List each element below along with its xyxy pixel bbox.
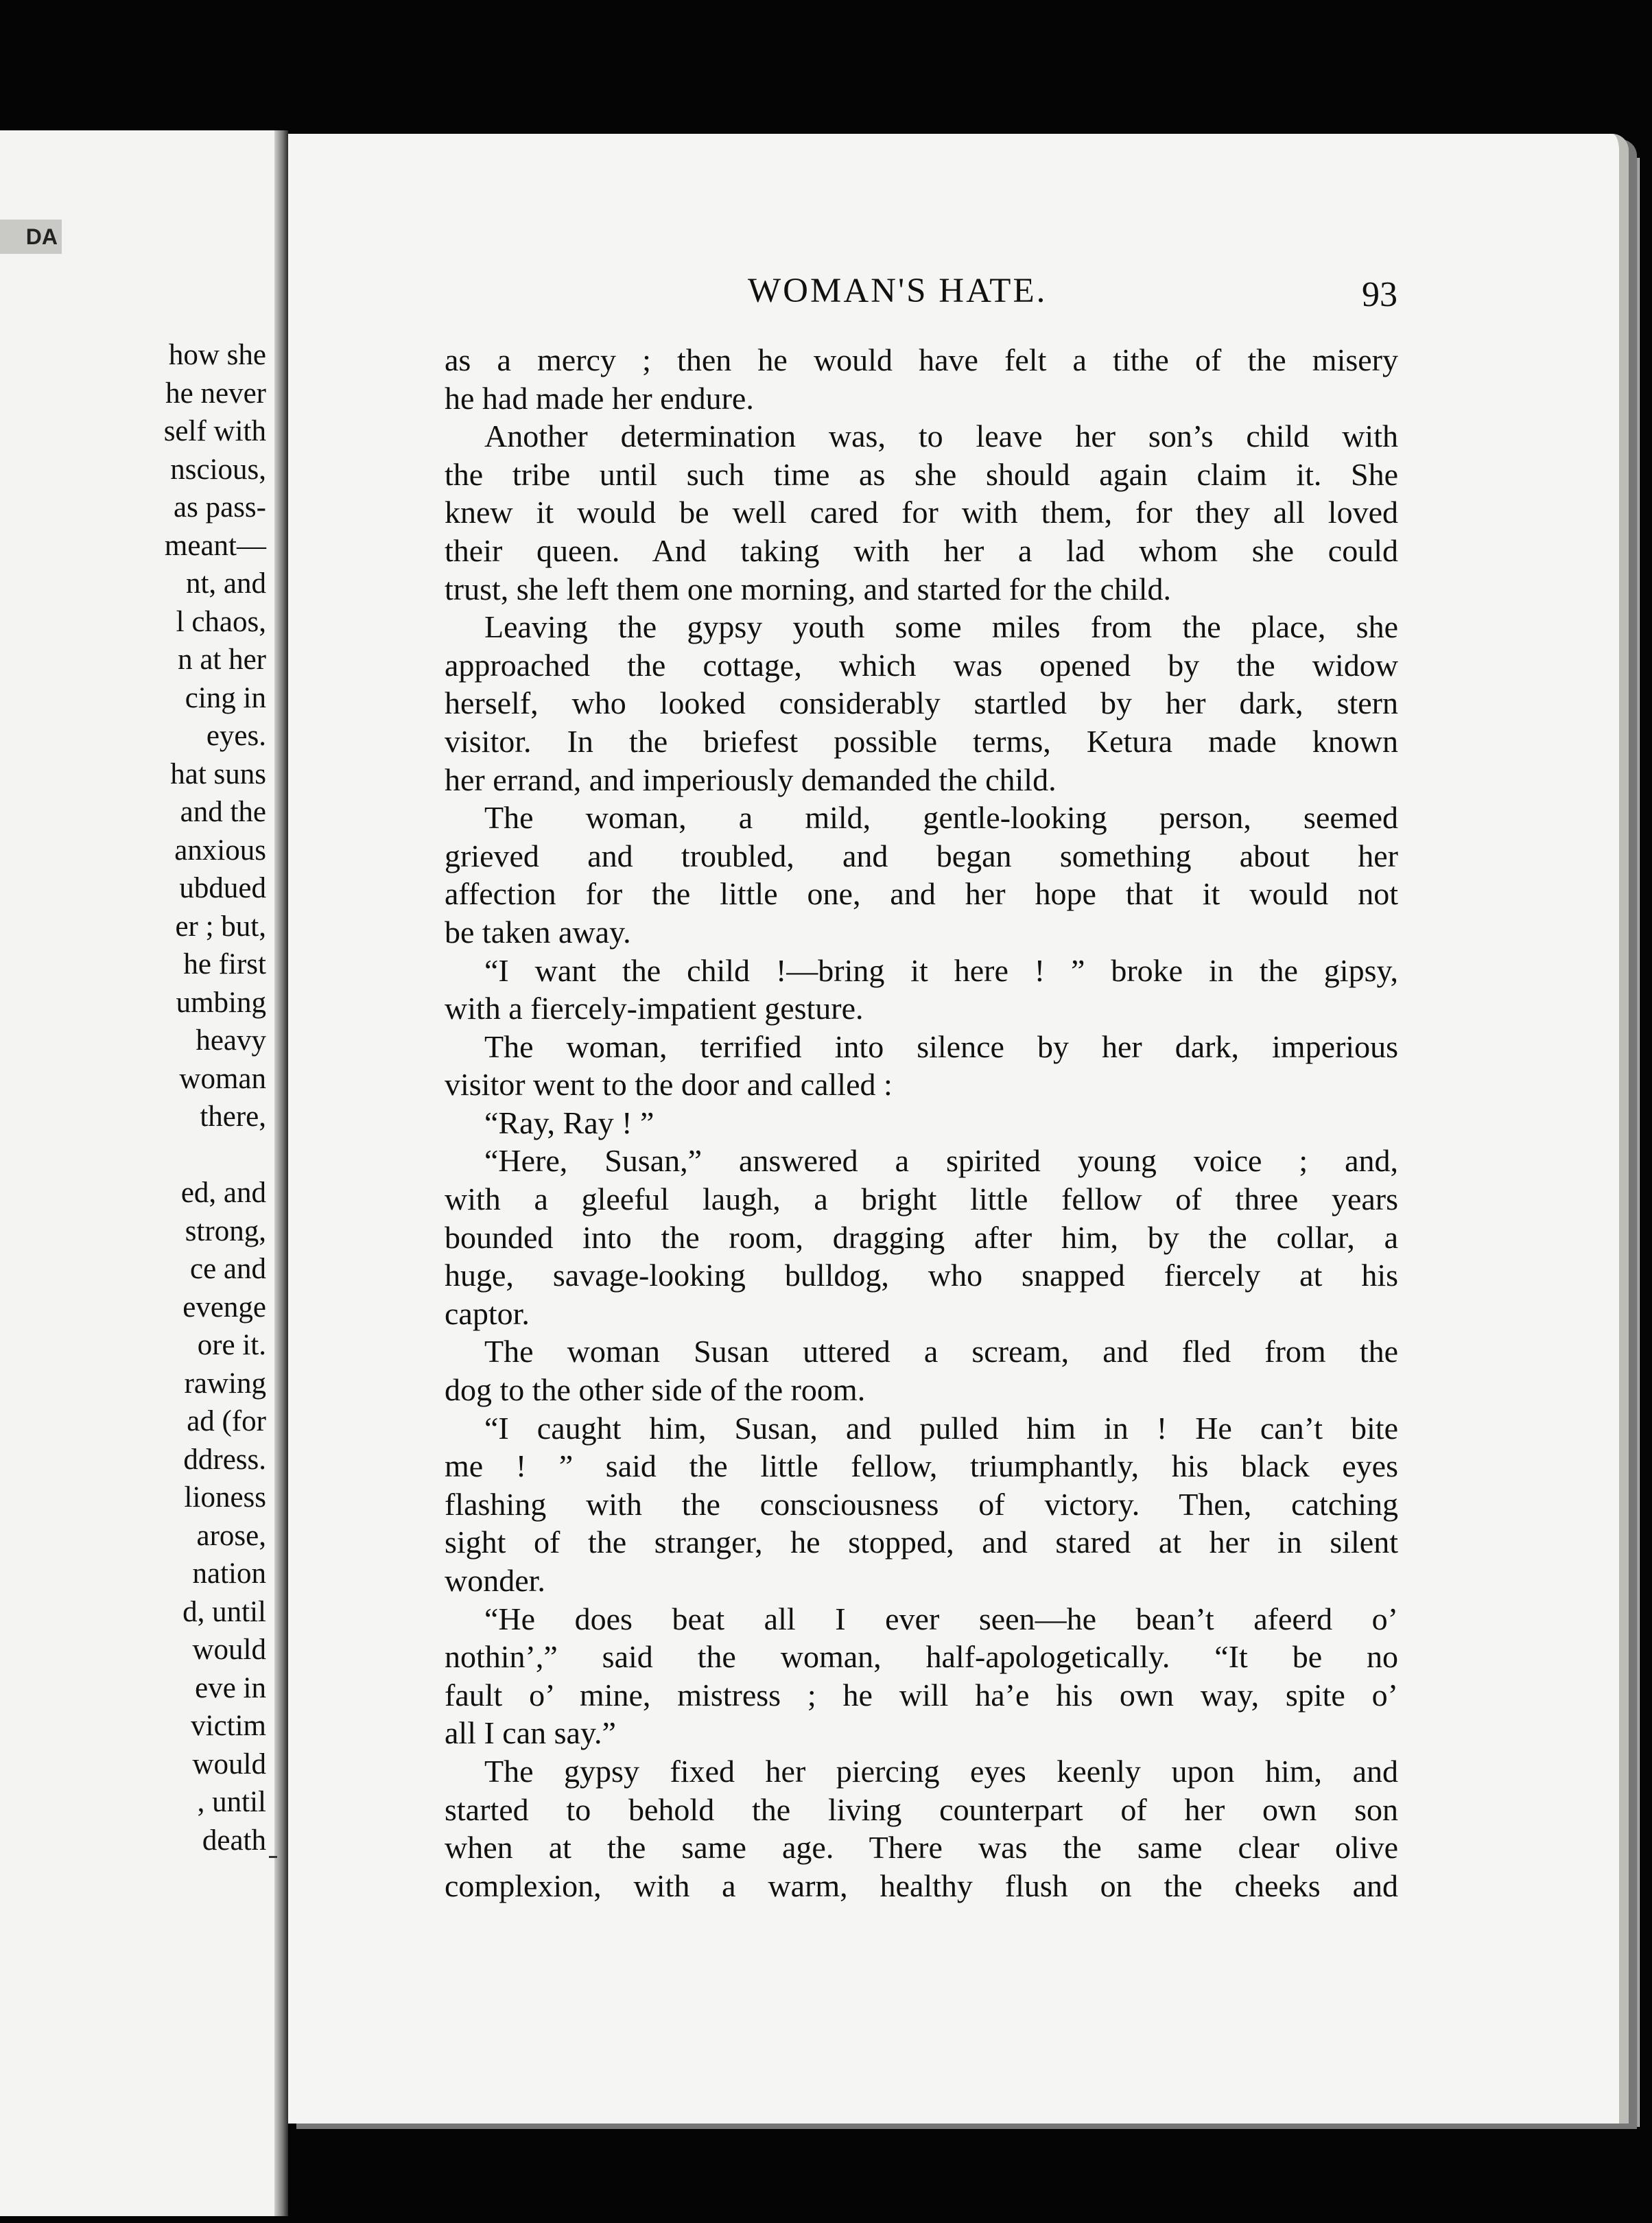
body-text bbox=[445, 341, 1398, 1905]
text-line: be taken away. bbox=[445, 914, 631, 950]
book-spine bbox=[274, 130, 288, 2216]
left-page-line: would bbox=[192, 1748, 266, 1780]
running-head: WOMAN'S HATE. bbox=[748, 272, 1048, 310]
text-line: captor. bbox=[445, 1295, 530, 1331]
text-line: with a gleeful laugh, a bright little fellow of three years bbox=[445, 1181, 1398, 1217]
text-line: nothin’,” said the woman, half-apologetically. “It be no bbox=[445, 1639, 1398, 1675]
left-page-line: hat suns bbox=[170, 757, 266, 790]
text-line: Another determination was, to leave her son’s child with bbox=[484, 419, 1398, 454]
text-line: he had made her endure. bbox=[445, 380, 754, 416]
left-page-line: , until bbox=[197, 1786, 266, 1818]
text-line: “I caught him, Susan, and pulled him in ! He can’t bite bbox=[484, 1410, 1398, 1446]
left-page-line: heavy bbox=[196, 1024, 266, 1057]
margin-mark bbox=[269, 1856, 277, 1858]
text-line: huge, savage-looking bulldog, who snapped fiercely at his bbox=[445, 1258, 1398, 1293]
text-line: their queen. And taking with her a lad whom she could bbox=[445, 532, 1398, 568]
text-line: started to behold the living counterpart of her own son bbox=[445, 1791, 1398, 1827]
left-page-line: nt, and bbox=[185, 567, 266, 600]
text-line: with a fiercely-impatient gesture. bbox=[445, 991, 864, 1026]
left-page-line bbox=[0, 1136, 266, 1175]
left-page-line: ddress. bbox=[183, 1443, 266, 1476]
left-page-line: ore it. bbox=[197, 1329, 266, 1361]
left-page-line: ad (for bbox=[187, 1405, 266, 1437]
left-page-text bbox=[0, 336, 266, 1859]
text-line: herself, who looked considerably startled by her dark, stern bbox=[445, 685, 1398, 721]
left-page bbox=[0, 130, 274, 2216]
left-page-line: arose, bbox=[196, 1519, 266, 1552]
text-line: flashing with the consciousness of victory. Then, catching bbox=[445, 1486, 1398, 1522]
text-line: complexion, with a warm, healthy flush on the cheeks and bbox=[445, 1868, 1398, 1903]
left-page-line: meant— bbox=[164, 529, 266, 562]
text-line: dog to the other side of the room. bbox=[445, 1372, 866, 1408]
text-line: visitor. In the briefest possible terms, Ketura made known bbox=[445, 723, 1398, 759]
text-line: approached the cottage, which was opened by the widow bbox=[445, 647, 1398, 683]
text-line: as a mercy ; then he would have felt a tithe of the misery bbox=[445, 342, 1398, 377]
text-line: “Ray, Ray ! ” bbox=[484, 1105, 654, 1140]
left-page-line: he first bbox=[183, 948, 266, 980]
text-line: “Here, Susan,” answered a spirited young voice ; and, bbox=[484, 1143, 1398, 1179]
left-page-line: nation bbox=[192, 1557, 266, 1590]
text-line: her errand, and imperiously demanded the child. bbox=[445, 762, 1057, 797]
left-page-line: he never bbox=[165, 377, 266, 410]
left-page-line: evenge bbox=[182, 1291, 266, 1324]
left-page-line: death bbox=[202, 1824, 266, 1857]
left-page-line: er ; but, bbox=[175, 910, 266, 943]
text-line: bounded into the room, dragging after him, by the collar, a bbox=[445, 1219, 1398, 1255]
left-page-line: ubdued bbox=[179, 872, 266, 904]
left-page-line: cing in bbox=[185, 681, 266, 714]
left-page-line: strong, bbox=[185, 1214, 266, 1247]
left-page-line: l chaos, bbox=[176, 605, 266, 638]
left-page-line: there, bbox=[200, 1101, 266, 1133]
left-page-line: n at her bbox=[178, 644, 266, 676]
text-line: grieved and troubled, and began something about her bbox=[445, 838, 1398, 873]
text-line: all I can say.” bbox=[445, 1715, 616, 1751]
text-line: me ! ” said the little fellow, triumphantly, his black eyes bbox=[445, 1448, 1398, 1484]
text-line: “He does beat all I ever seen—he bean’t afeerd o’ bbox=[484, 1601, 1398, 1636]
left-page-line: would bbox=[192, 1634, 266, 1666]
left-page-line: rawing bbox=[184, 1367, 266, 1400]
left-page-line: d, until bbox=[182, 1595, 266, 1628]
left-page-line: lioness bbox=[184, 1481, 266, 1514]
text-line: sight of the stranger, he stopped, and stared at her in silent bbox=[445, 1525, 1398, 1560]
left-page-tab: DA bbox=[0, 220, 62, 254]
left-page-line: as pass- bbox=[174, 491, 266, 524]
left-page-line: ce and bbox=[189, 1253, 266, 1285]
left-page-line: eyes. bbox=[206, 720, 266, 752]
text-line: “I want the child !—bring it here ! ” broke in the gipsy, bbox=[484, 952, 1398, 988]
left-page-line: anxious bbox=[174, 834, 266, 867]
text-line: visitor went to the door and called : bbox=[445, 1067, 893, 1103]
left-page-line: eve in bbox=[195, 1671, 266, 1704]
left-page-line: self with bbox=[163, 415, 266, 447]
text-line: affection for the little one, and her hope that it would not bbox=[445, 876, 1398, 912]
text-line: the tribe until such time as she should again claim it. She bbox=[445, 456, 1398, 492]
text-line: knew it would be well cared for with them, for they all loved bbox=[445, 495, 1398, 530]
text-line: fault o’ mine, mistress ; he will ha’e his own way, spite o’ bbox=[445, 1677, 1398, 1713]
text-line: trust, she left them one morning, and started for the child. bbox=[445, 571, 1172, 607]
left-page-line: ed, and bbox=[180, 1177, 266, 1209]
left-page-line: woman bbox=[179, 1062, 266, 1095]
text-line: The gypsy fixed her piercing eyes keenly upon him, and bbox=[484, 1753, 1398, 1789]
left-page-line: and the bbox=[180, 796, 266, 828]
page-number: 93 bbox=[1362, 275, 1397, 314]
text-line: The woman, a mild, gentle-looking person, seemed bbox=[484, 800, 1398, 836]
text-line: wonder. bbox=[445, 1563, 545, 1598]
text-line: when at the same age. There was the same clear olive bbox=[445, 1830, 1398, 1866]
left-page-line: victim bbox=[191, 1710, 266, 1742]
text-line: Leaving the gypsy youth some miles from the place, she bbox=[484, 609, 1398, 645]
left-page-line: nscious, bbox=[170, 453, 266, 486]
text-line: The woman Susan uttered a scream, and fled from the bbox=[484, 1334, 1398, 1369]
left-page-line: how she bbox=[168, 339, 266, 371]
text-line: The woman, terrified into silence by her dark, imperious bbox=[484, 1028, 1398, 1064]
left-page-line: umbing bbox=[176, 986, 266, 1019]
